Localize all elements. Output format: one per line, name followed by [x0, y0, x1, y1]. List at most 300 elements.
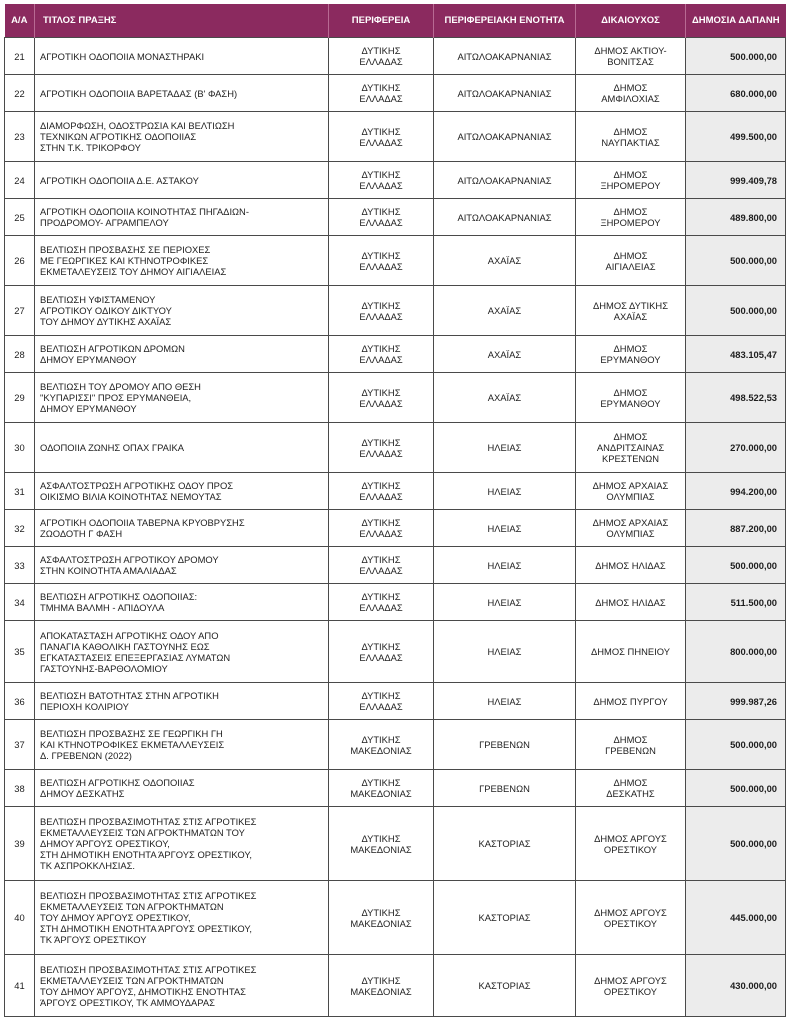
beneficiary-cell-line: ΔΗΜΟΣ — [613, 206, 648, 217]
beneficiary-cell-line: ΟΡΕΣΤΙΚΟΥ — [603, 985, 658, 997]
public-expenditure-cell: 500.000,00 — [686, 720, 786, 770]
region-cell — [329, 286, 434, 336]
header-amount: ΔΗΜΟΣΙΑ ΔΑΠΑΝΗ — [686, 4, 786, 38]
region-cell — [329, 547, 434, 584]
region-cell-line: ΕΛΛΑΔΑΣ — [359, 354, 403, 365]
region-cell-line: ΔΥΤΙΚΗΣ — [361, 299, 401, 311]
region-cell-line: ΔΥΤΙΚΗΣ — [361, 125, 401, 137]
regional-unit-cell — [434, 75, 576, 112]
project-title-line: ΔΗΜΟΥ ΔΕΣΚΑΤΗΣ — [40, 788, 125, 799]
beneficiary-cell — [576, 373, 686, 423]
row-number: 38 — [5, 770, 35, 807]
beneficiary-cell-line: ΑΙΓΙΑΛΕΙΑΣ — [605, 260, 656, 272]
table-row — [5, 770, 786, 807]
project-title — [35, 199, 329, 236]
beneficiary-cell-line: ΑΝΔΡΙΤΣΑΙΝΑΣ — [596, 442, 665, 453]
project-title — [35, 683, 329, 720]
region-cell-line: ΕΛΛΑΔΑΣ — [359, 136, 403, 148]
header-region: ΠΕΡΙΦΕΡΕΙΑ — [329, 4, 434, 38]
project-title-line: Δ. ΓΡΕΒΕΝΩΝ (2022) — [40, 750, 132, 761]
public-expenditure-cell: 500.000,00 — [686, 286, 786, 336]
row-number: 40 — [5, 881, 35, 955]
table-header — [5, 4, 786, 38]
regional-unit-cell — [434, 770, 576, 807]
regional-unit-cell-line: ΗΛΕΙΑΣ — [487, 485, 522, 497]
project-title — [35, 162, 329, 199]
beneficiary-cell — [576, 510, 686, 547]
region-cell — [329, 236, 434, 286]
regional-unit-cell-line: ΗΛΕΙΑΣ — [487, 559, 522, 571]
project-title-line: ΕΚΜΕΤΑΛΛΕΥΣΕΙΣ ΤΩΝ ΑΓΡΟΚΤΗΜΑΤΩΝ ΤΟΥ — [40, 827, 245, 838]
regional-unit-cell — [434, 199, 576, 236]
table-row — [5, 38, 786, 75]
beneficiary-cell-line: ΔΗΜΟΣ — [613, 733, 648, 745]
region-cell-line: ΔΥΤΙΚΗΣ — [361, 591, 401, 602]
table-row — [5, 423, 786, 473]
beneficiary-cell-line: ΔΗΜΟΣ ΑΡΧΑΙΑΣ — [592, 480, 669, 491]
table-row — [5, 112, 786, 162]
project-title-line: ΒΕΛΤΙΩΣΗ ΑΓΡΟΤΙΚΩΝ ΔΡΟΜΩΝ — [40, 343, 185, 354]
header-beneficiary: ΔΙΚΑΙΟΥΧΟΣ — [576, 4, 686, 38]
regional-unit-cell — [434, 881, 576, 955]
header-title: ΤΙΤΛΟΣ ΠΡΑΞΗΣ — [35, 4, 329, 38]
region-cell-line: ΕΛΛΑΔΑΣ — [359, 491, 403, 502]
regional-unit-cell — [434, 584, 576, 621]
project-title-line: ΤΟΥ ΔΗΜΟΥ ΆΡΓΟΥΣ, ΔΗΜΟΤΙΚΗΣ ΕΝΟΤΗΤΑΣ — [40, 985, 246, 997]
table-row — [5, 584, 786, 621]
regional-unit-cell-line: ΑΧΑΪΑΣ — [487, 305, 522, 316]
region-cell-line: ΔΥΤΙΚΗΣ — [361, 832, 401, 844]
public-expenditure-cell: 800.000,00 — [686, 621, 786, 683]
public-expenditure-cell: 500.000,00 — [686, 770, 786, 807]
beneficiary-cell-line: ΔΗΜΟΣ — [613, 169, 648, 180]
row-number: 30 — [5, 423, 35, 473]
beneficiary-cell-line: ΔΗΜΟΣ — [613, 431, 648, 442]
header-unit: ΠΕΡΙΦΕΡΕΙΑΚΗ ΕΝΟΤΗΤΑ — [434, 4, 576, 38]
project-title-line: ΟΙΚΙΣΜΟ ΒΙΛΙΑ ΚΟΙΝΟΤΗΤΑΣ ΝΕΜΟΥΤΑΣ — [40, 491, 222, 502]
region-cell — [329, 38, 434, 75]
region-cell — [329, 770, 434, 807]
row-number: 25 — [5, 199, 35, 236]
region-cell-line: ΜΑΚΕΔΟΝΙΑΣ — [350, 843, 412, 855]
project-title-line: ΒΕΛΤΙΩΣΗ ΠΡΟΣΒΑΣΙΜΟΤΗΤΑΣ ΣΤΙΣ ΑΓΡΟΤΙΚΕΣ — [40, 963, 257, 975]
region-cell-line: ΕΛΛΑΔΑΣ — [359, 180, 403, 191]
region-cell-line: ΔΥΤΙΚΗΣ — [361, 733, 401, 745]
row-number: 24 — [5, 162, 35, 199]
project-title-line: ΤΚ ΆΡΓΟΥΣ ΟΡΕΣΤΙΚΟΥ — [40, 934, 147, 945]
project-title-line: ΔΙΑΜΟΡΦΩΣΗ, ΟΔΟΣΤΡΩΣΙΑ ΚΑΙ ΒΕΛΤΙΩΣΗ — [40, 120, 235, 131]
project-title — [35, 955, 329, 1017]
region-cell-line: ΔΥΤΙΚΗΣ — [361, 690, 401, 701]
regional-unit-cell — [434, 510, 576, 547]
region-cell — [329, 112, 434, 162]
region-cell-line: ΜΑΚΕΔΟΝΙΑΣ — [350, 985, 412, 997]
region-cell — [329, 720, 434, 770]
beneficiary-cell — [576, 236, 686, 286]
regional-unit-cell-line: ΑΙΤΩΛΟΑΚΑΡΝΑΝΙΑΣ — [457, 174, 552, 186]
public-expenditure-cell: 498.522,53 — [686, 373, 786, 423]
region-cell — [329, 683, 434, 720]
region-cell — [329, 473, 434, 510]
project-title — [35, 547, 329, 584]
row-number: 23 — [5, 112, 35, 162]
project-title — [35, 621, 329, 683]
beneficiary-cell-line: ΑΧΑΪΑΣ — [613, 310, 648, 322]
project-title-line: ΒΕΛΤΙΩΣΗ ΒΑΤΟΤΗΤΑΣ ΣΤΗΝ ΑΓΡΟΤΙΚΗ — [40, 690, 219, 701]
regional-unit-cell-line: ΗΛΕΙΑΣ — [487, 596, 522, 608]
region-cell-line: ΕΛΛΑΔΑΣ — [359, 93, 403, 104]
project-title — [35, 112, 329, 162]
regional-unit-cell-line: ΚΑΣΤΟΡΙΑΣ — [478, 980, 531, 991]
regional-unit-cell — [434, 162, 576, 199]
region-cell-line: ΕΛΛΑΔΑΣ — [359, 602, 403, 613]
regional-unit-cell — [434, 112, 576, 162]
region-cell — [329, 373, 434, 423]
project-title-line: ΒΕΛΤΙΩΣΗ ΠΡΟΣΒΑΣΙΜΟΤΗΤΑΣ ΣΤΙΣ ΑΓΡΟΤΙΚΕΣ — [40, 816, 257, 827]
region-cell-line: ΕΛΛΑΔΑΣ — [359, 310, 403, 322]
project-title-line: ΚΑΙ ΚΤΗΝΟΤΡΟΦΙΚΕΣ ΕΚΜΕΤΑΛΛΕΥΣΕΙΣ — [40, 739, 225, 750]
projects-table — [4, 4, 786, 1017]
region-cell-line: ΜΑΚΕΔΟΝΙΑΣ — [350, 917, 412, 929]
project-title — [35, 423, 329, 473]
region-cell — [329, 75, 434, 112]
region-cell — [329, 621, 434, 683]
project-title-line: ΠΑΝΑΓΙΑ ΚΑΘΟΛΙΚΗ ΓΑΣΤΟΥΝΗΣ ΕΩΣ — [40, 640, 210, 652]
region-cell-line: ΔΥΤΙΚΗΣ — [361, 974, 401, 986]
regional-unit-cell — [434, 473, 576, 510]
beneficiary-cell-line: ΔΗΜΟΣ — [613, 386, 648, 398]
table-row — [5, 547, 786, 584]
regional-unit-cell — [434, 236, 576, 286]
region-cell — [329, 955, 434, 1017]
beneficiary-cell-line: ΔΗΜΟΣ ΑΚΤΙΟΥ- — [594, 45, 667, 56]
project-title-line: ΟΔΟΠΟΙΙΑ ΖΩΝΗΣ ΟΠΑΧ ΓΡΑΙΚΑ — [40, 442, 184, 453]
table-row — [5, 336, 786, 373]
regional-unit-cell — [434, 336, 576, 373]
project-title-line: ΕΚΜΕΤΑΛΛΕΥΣΕΙΣ ΤΩΝ ΑΓΡΟΚΤΗΜΑΤΩΝ — [40, 974, 224, 986]
region-cell-line: ΔΥΤΙΚΗΣ — [361, 640, 401, 652]
public-expenditure-cell: 500.000,00 — [686, 807, 786, 881]
project-title-line: ΕΚΜΕΤΑΛΕΥΣΕΙΣ ΤΟΥ ΔΗΜΟΥ ΑΙΓΙΑΛΕΙΑΣ — [40, 266, 227, 277]
region-cell-line: ΔΥΤΙΚΗΣ — [361, 480, 401, 491]
header-aa: Α/Α — [5, 4, 35, 38]
region-cell-line: ΕΛΛΑΔΑΣ — [359, 56, 403, 67]
project-title-line: ΑΓΡΟΤΙΚΗ ΟΔΟΠΟΙΙΑ ΚΟΙΝΟΤΗΤΑΣ ΠΗΓΑΔΙΩΝ- — [40, 206, 249, 217]
beneficiary-cell-line: ΕΡΥΜΑΝΘΟΥ — [600, 354, 661, 365]
beneficiary-cell-line: ΔΗΜΟΣ ΑΡΓΟΥΣ — [594, 832, 667, 844]
beneficiary-cell — [576, 286, 686, 336]
table-row — [5, 286, 786, 336]
table-row — [5, 373, 786, 423]
regional-unit-cell — [434, 807, 576, 881]
project-title-line: ΆΡΓΟΥΣ ΟΡΕΣΤΙΚΟΥ, ΤΚ ΑΜΜΟΥΔΑΡΑΣ — [40, 996, 215, 1008]
region-cell-line: ΔΥΤΙΚΗΣ — [361, 554, 401, 565]
regional-unit-cell — [434, 720, 576, 770]
public-expenditure-cell: 500.000,00 — [686, 38, 786, 75]
row-number: 34 — [5, 584, 35, 621]
regional-unit-cell-line: ΚΑΣΤΟΡΙΑΣ — [478, 838, 531, 849]
row-number: 29 — [5, 373, 35, 423]
project-title-line: ΒΕΛΤΙΩΣΗ ΑΓΡΟΤΙΚΗΣ ΟΔΟΠΟΙΙΑΣ — [40, 777, 195, 788]
project-title-line: ΕΓΚΑΤΑΣΤΑΣΕΙΣ ΕΠΕΞΕΡΓΑΣΙΑΣ ΛΥΜΑΤΩΝ — [40, 651, 231, 663]
project-title-line: ΑΓΡΟΤΙΚΗ ΟΔΟΠΟΙΙΑ ΜΟΝΑΣΤΗΡΑΚΙ — [40, 50, 205, 62]
region-cell-line: ΔΥΤΙΚΗΣ — [361, 45, 401, 56]
beneficiary-cell-line: ΔΗΜΟΣ ΑΡΓΟΥΣ — [594, 906, 667, 918]
region-cell — [329, 807, 434, 881]
table-row — [5, 162, 786, 199]
beneficiary-cell-line: ΔΗΜΟΣ — [613, 125, 648, 137]
regional-unit-cell-line: ΑΙΤΩΛΟΑΚΑΡΝΑΝΙΑΣ — [457, 50, 552, 62]
region-cell — [329, 510, 434, 547]
regional-unit-cell — [434, 286, 576, 336]
region-cell-line: ΕΛΛΑΔΑΣ — [359, 565, 403, 576]
region-cell-line: ΕΛΛΑΔΑΣ — [359, 528, 403, 539]
row-number: 36 — [5, 683, 35, 720]
public-expenditure-cell: 887.200,00 — [686, 510, 786, 547]
region-cell-line: ΔΥΤΙΚΗΣ — [361, 82, 401, 93]
beneficiary-cell-line: ΔΗΜΟΣ ΠΥΡΓΟΥ — [593, 695, 668, 707]
row-number: 27 — [5, 286, 35, 336]
project-title-line: ΖΩΟΔΟΤΗ Γ ΦΑΣΗ — [40, 528, 123, 539]
table-body — [5, 38, 786, 1017]
region-cell — [329, 162, 434, 199]
project-title-line: ΑΓΡΟΤΙΚΗ ΟΔΟΠΟΙΙΑ ΒΑΡΕΤΑΔΑΣ (Β' ΦΑΣΗ) — [40, 87, 238, 99]
project-title-line: ΣΤΗ ΔΗΜΟΤΙΚΗ ΕΝΟΤΗΤΑ ΆΡΓΟΥΣ ΟΡΕΣΤΙΚΟΥ, — [40, 849, 252, 860]
regional-unit-cell-line: ΑΧΑΪΑΣ — [487, 348, 522, 360]
beneficiary-cell-line: ΔΗΜΟΣ — [613, 82, 648, 93]
region-cell — [329, 881, 434, 955]
public-expenditure-cell: 483.105,47 — [686, 336, 786, 373]
region-cell-line: ΕΛΛΑΔΑΣ — [359, 217, 403, 228]
table-row — [5, 955, 786, 1017]
row-number: 22 — [5, 75, 35, 112]
regional-unit-cell-line: ΚΑΣΤΟΡΙΑΣ — [478, 912, 531, 923]
row-number: 21 — [5, 38, 35, 75]
project-title-line: ΤΕΧΝΙΚΩΝ ΑΓΡΟΤΙΚΗΣ ΟΔΟΠΟΙΙΑΣ — [40, 131, 197, 142]
project-title-line: ΑΣΦΑΛΤΟΣΤΡΩΣΗ ΑΓΡΟΤΙΚΗΣ ΟΔΟΥ ΠΡΟΣ — [40, 480, 234, 491]
table-row — [5, 720, 786, 770]
beneficiary-cell-line: ΔΗΜΟΣ ΑΡΓΟΥΣ — [594, 974, 667, 986]
beneficiary-cell-line: ΔΗΜΟΣ — [613, 249, 648, 261]
project-title-line: ΠΕΡΙΟΧΗ ΚΟΛΙΡΙΟΥ — [40, 701, 129, 712]
region-cell-line: ΔΥΤΙΚΗΣ — [361, 517, 401, 528]
public-expenditure-cell: 999.987,26 — [686, 683, 786, 720]
project-title-line: ΔΗΜΟΥ ΕΡΥΜΑΝΘΟΥ — [40, 403, 137, 414]
row-number: 39 — [5, 807, 35, 881]
project-title-line: ΑΓΡΟΤΙΚΗ ΟΔΟΠΟΙΙΑ Δ.Ε. ΑΣΤΑΚΟΥ — [40, 174, 199, 186]
region-cell-line: ΜΑΚΕΔΟΝΙΑΣ — [350, 744, 412, 756]
region-cell-line: ΔΥΤΙΚΗΣ — [361, 206, 401, 217]
beneficiary-cell — [576, 770, 686, 807]
project-title-line: ΒΕΛΤΙΩΣΗ ΠΡΟΣΒΑΣΗΣ ΣΕ ΓΕΩΡΓΙΚΗ ΓΗ — [40, 728, 223, 739]
project-title-line: ΒΕΛΤΙΩΣΗ ΥΦΙΣΤΑΜΕΝΟΥ — [40, 294, 156, 305]
public-expenditure-cell: 270.000,00 — [686, 423, 786, 473]
regional-unit-cell-line: ΗΛΕΙΑΣ — [487, 646, 522, 657]
regional-unit-cell-line: ΗΛΕΙΑΣ — [487, 522, 522, 534]
region-cell-line: ΔΥΤΙΚΗΣ — [361, 777, 401, 788]
table-row — [5, 236, 786, 286]
project-title-line: ΒΕΛΤΙΩΣΗ ΠΡΟΣΒΑΣΙΜΟΤΗΤΑΣ ΣΤΙΣ ΑΓΡΟΤΙΚΕΣ — [40, 890, 257, 901]
project-title-line: ΠΡΟΔΡΟΜΟΥ- ΑΓΡΑΜΠΕΛΟΥ — [40, 217, 169, 228]
regional-unit-cell-line: ΑΧΑΪΑΣ — [487, 255, 522, 266]
project-title-line: ΑΓΡΟΤΙΚΗ ΟΔΟΠΟΙΙΑ ΤΑΒΕΡΝΑ ΚΡΥΟΒΡΥΣΗΣ — [40, 517, 245, 528]
project-title-line: ΜΕ ΓΕΩΡΓΙΚΕΣ ΚΑΙ ΚΤΗΝΟΤΡΟΦΙΚΕΣ — [40, 255, 209, 266]
beneficiary-cell-line: ΔΗΜΟΣ ΑΡΧΑΙΑΣ — [592, 517, 669, 528]
table-row — [5, 683, 786, 720]
project-title-line: ΑΣΦΑΛΤΟΣΤΡΩΣΗ ΑΓΡΟΤΙΚΟΥ ΔΡΟΜΟΥ — [40, 554, 219, 565]
beneficiary-cell-line: ΕΡΥΜΑΝΘΟΥ — [600, 397, 661, 409]
public-expenditure-cell: 500.000,00 — [686, 236, 786, 286]
project-title-line: ΓΑΣΤΟΥΝΗΣ-ΒΑΡΘΟΛΟΜΙΟΥ — [40, 662, 168, 674]
beneficiary-cell — [576, 584, 686, 621]
row-number: 41 — [5, 955, 35, 1017]
regional-unit-cell-line: ΑΙΤΩΛΟΑΚΑΡΝΑΝΙΑΣ — [457, 211, 552, 223]
project-title — [35, 807, 329, 881]
beneficiary-cell — [576, 38, 686, 75]
project-title — [35, 584, 329, 621]
region-cell — [329, 423, 434, 473]
project-title-line: ΔΗΜΟΥ ΆΡΓΟΥΣ ΟΡΕΣΤΙΚΟΥ, — [40, 838, 170, 849]
public-expenditure-cell: 511.500,00 — [686, 584, 786, 621]
project-title-line: ΤΜΗΜΑ ΒΑΛΜΗ - ΑΠΙΔΟΥΛΑ — [40, 602, 165, 613]
project-title-line: ΔΗΜΟΥ ΕΡΥΜΑΝΘΟΥ — [40, 354, 137, 365]
beneficiary-cell — [576, 683, 686, 720]
beneficiary-cell — [576, 199, 686, 236]
row-number: 32 — [5, 510, 35, 547]
table-row — [5, 199, 786, 236]
beneficiary-cell-line: ΞΗΡΟΜΕΡΟΥ — [600, 217, 661, 228]
public-expenditure-cell: 994.200,00 — [686, 473, 786, 510]
project-title — [35, 38, 329, 75]
beneficiary-cell-line: ΔΕΣΚΑΤΗΣ — [606, 788, 655, 799]
region-cell-line: ΕΛΛΑΔΑΣ — [359, 260, 403, 272]
region-cell-line: ΕΛΛΑΔΑΣ — [359, 701, 403, 712]
beneficiary-cell — [576, 112, 686, 162]
regional-unit-cell — [434, 423, 576, 473]
public-expenditure-cell: 445.000,00 — [686, 881, 786, 955]
region-cell-line: ΔΥΤΙΚΗΣ — [361, 386, 401, 398]
project-title-line: ΒΕΛΤΙΩΣΗ ΠΡΟΣΒΑΣΗΣ ΣΕ ΠΕΡΙΟΧΕΣ — [40, 244, 211, 255]
regional-unit-cell-line: ΑΧΑΪΑΣ — [487, 392, 522, 403]
regional-unit-cell-line: ΓΡΕΒΕΝΩΝ — [479, 782, 530, 794]
project-title-line: ΒΕΛΤΙΩΣΗ ΑΓΡΟΤΙΚΗΣ ΟΔΟΠΟΙΙΑΣ: — [40, 591, 198, 602]
project-title-line: ΑΠΟΚΑΤΑΣΤΑΣΗ ΑΓΡΟΤΙΚΗΣ ΟΔΟΥ ΑΠΟ — [40, 629, 219, 641]
beneficiary-cell — [576, 807, 686, 881]
beneficiary-cell-line: ΞΗΡΟΜΕΡΟΥ — [600, 180, 661, 191]
region-cell-line: ΕΛΛΑΔΑΣ — [359, 651, 403, 663]
project-title-line: ΣΤΗ ΔΗΜΟΤΙΚΗ ΕΝΟΤΗΤΑ ΆΡΓΟΥΣ ΟΡΕΣΤΙΚΟΥ, — [40, 923, 252, 934]
regional-unit-cell — [434, 683, 576, 720]
table-row — [5, 621, 786, 683]
public-expenditure-cell: 999.409,78 — [686, 162, 786, 199]
project-title — [35, 286, 329, 336]
beneficiary-cell — [576, 473, 686, 510]
row-number: 37 — [5, 720, 35, 770]
beneficiary-cell — [576, 423, 686, 473]
beneficiary-cell-line: ΑΜΦΙΛΟΧΙΑΣ — [601, 93, 660, 104]
beneficiary-cell-line: ΔΗΜΟΣ ΔΥΤΙΚΗΣ — [593, 299, 668, 311]
beneficiary-cell — [576, 621, 686, 683]
regional-unit-cell-line: ΓΡΕΒΕΝΩΝ — [479, 739, 530, 750]
beneficiary-cell-line: ΓΡΕΒΕΝΩΝ — [605, 744, 656, 756]
project-title — [35, 373, 329, 423]
regional-unit-cell-line: ΑΙΤΩΛΟΑΚΑΡΝΑΝΙΑΣ — [457, 131, 552, 142]
region-cell-line: ΜΑΚΕΔΟΝΙΑΣ — [350, 788, 412, 799]
public-expenditure-cell: 489.800,00 — [686, 199, 786, 236]
project-title — [35, 336, 329, 373]
region-cell-line: ΔΥΤΙΚΗΣ — [361, 436, 401, 448]
region-cell-line: ΕΛΛΑΔΑΣ — [359, 447, 403, 459]
project-title-line: ΑΓΡΟΤΙΚΟΥ ΟΔΙΚΟΥ ΔΙΚΤΥΟΥ — [40, 305, 172, 316]
beneficiary-cell-line: ΔΗΜΟΣ ΗΛΙΔΑΣ — [595, 559, 666, 571]
project-title — [35, 720, 329, 770]
beneficiary-cell-line: ΝΑΥΠΑΚΤΙΑΣ — [601, 136, 660, 148]
project-title — [35, 236, 329, 286]
regional-unit-cell — [434, 621, 576, 683]
project-title-line: ΒΕΛΤΙΩΣΗ ΤΟΥ ΔΡΟΜΟΥ ΑΠΟ ΘΕΣΗ — [40, 381, 201, 392]
row-number: 26 — [5, 236, 35, 286]
region-cell-line: ΔΥΤΙΚΗΣ — [361, 249, 401, 261]
beneficiary-cell-line: ΟΛΥΜΠΙΑΣ — [606, 491, 655, 502]
table-row — [5, 473, 786, 510]
beneficiary-cell — [576, 75, 686, 112]
beneficiary-cell-line: ΚΡΕΣΤΕΝΩΝ — [601, 453, 660, 464]
regional-unit-cell — [434, 547, 576, 584]
regional-unit-cell-line: ΗΛΕΙΑΣ — [487, 695, 522, 707]
beneficiary-cell — [576, 955, 686, 1017]
row-number: 35 — [5, 621, 35, 683]
project-title-line: ΣΤΗΝ ΚΟΙΝΟΤΗΤΑ ΑΜΑΛΙΑΔΑΣ — [40, 565, 177, 576]
beneficiary-cell — [576, 336, 686, 373]
project-title — [35, 473, 329, 510]
row-number: 28 — [5, 336, 35, 373]
public-expenditure-cell: 430.000,00 — [686, 955, 786, 1017]
region-cell — [329, 584, 434, 621]
region-cell-line: ΕΛΛΑΔΑΣ — [359, 397, 403, 409]
project-title — [35, 75, 329, 112]
beneficiary-cell-line: ΒΟΝΙΤΣΑΣ — [607, 56, 654, 67]
beneficiary-cell-line: ΟΡΕΣΤΙΚΟΥ — [603, 843, 658, 855]
row-number: 31 — [5, 473, 35, 510]
beneficiary-cell-line: ΔΗΜΟΣ ΠΗΝΕΙΟΥ — [591, 646, 670, 657]
project-title-line: ΤΟΥ ΔΗΜΟΥ ΔΥΤΙΚΗΣ ΑΧΑΪΑΣ — [40, 316, 172, 327]
project-title — [35, 510, 329, 547]
beneficiary-cell — [576, 720, 686, 770]
row-number: 33 — [5, 547, 35, 584]
beneficiary-cell — [576, 881, 686, 955]
region-cell — [329, 336, 434, 373]
project-title-line: ΣΤΗΝ Τ.Κ. ΤΡΙΚΟΡΦΟΥ — [40, 142, 141, 153]
table-row — [5, 807, 786, 881]
project-title-line: ΤΚ ΑΣΠΡΟΚΚΛΗΣΙΑΣ. — [40, 860, 136, 871]
region-cell-line: ΔΥΤΙΚΗΣ — [361, 343, 401, 354]
beneficiary-cell-line: ΟΡΕΣΤΙΚΟΥ — [603, 917, 658, 929]
region-cell — [329, 199, 434, 236]
beneficiary-cell-line: ΔΗΜΟΣ — [613, 343, 648, 354]
regional-unit-cell-line: ΑΙΤΩΛΟΑΚΑΡΝΑΝΙΑΣ — [457, 87, 552, 99]
beneficiary-cell-line: ΔΗΜΟΣ — [613, 777, 648, 788]
table-row — [5, 510, 786, 547]
public-expenditure-cell: 500.000,00 — [686, 547, 786, 584]
project-title-line: "ΚΥΠΑΡΙΣΣΙ" ΠΡΟΣ ΕΡΥΜΑΝΘΕΙΑ, — [40, 392, 192, 403]
public-expenditure-cell: 499.500,00 — [686, 112, 786, 162]
regional-unit-cell — [434, 38, 576, 75]
project-title — [35, 881, 329, 955]
table-row — [5, 881, 786, 955]
beneficiary-cell — [576, 162, 686, 199]
beneficiary-cell-line: ΔΗΜΟΣ ΗΛΙΔΑΣ — [595, 596, 666, 608]
project-title-line: ΤΟΥ ΔΗΜΟΥ ΆΡΓΟΥΣ ΟΡΕΣΤΙΚΟΥ, — [40, 912, 191, 923]
